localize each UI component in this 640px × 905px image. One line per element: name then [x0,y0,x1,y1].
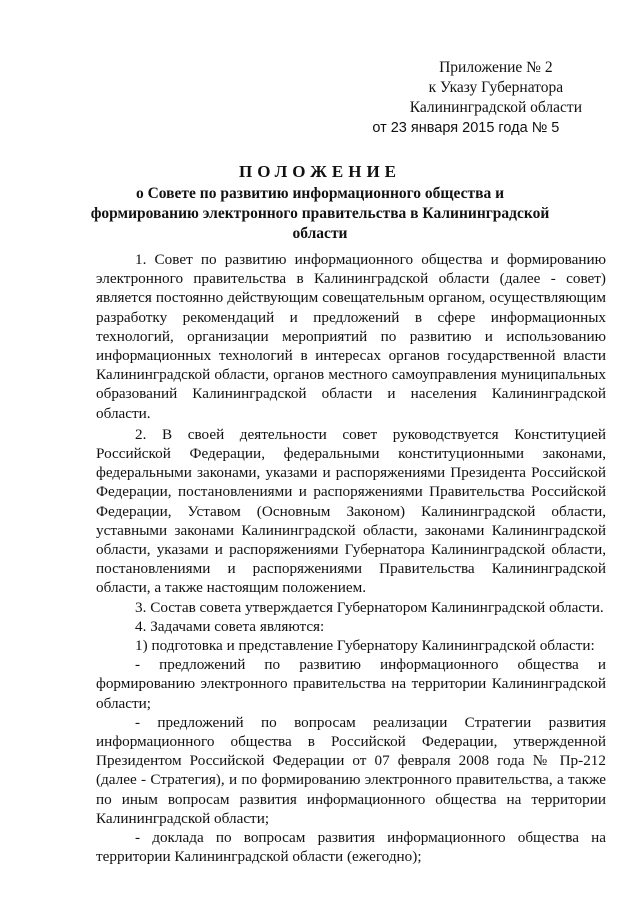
paragraph: 3. Состав совета утверждается Губернатором Калининградской области. [135,598,604,616]
appendix-header [372,58,582,138]
document-title: ПОЛОЖЕНИЕ [239,162,401,181]
paragraph: 4. Задачами совета являются: [135,617,325,635]
title-block [0,160,640,244]
appendix-date: от 23 января 2015 года № 5 [372,120,560,136]
paragraph: 1. Совет по развитию информационного общества и формированию электронного правительства в Калининградской области (далее - совет) является постоянно действующим совещательным органом, осуществляющим разработку рекомендаций и предложений в сфере информационных технологий, организации мероприятий по развитию и использованию информационных технологий в интересах органов государственной власти Калининградской области, органов местного самоуправления муниципальных образований Калининградской области и населения Калининградской области. [96,251,606,422]
paragraph: 1) подготовка и представление Губернатору Калининградской области: [135,637,595,655]
document-body [96,250,606,867]
list-item: - предложений по развитию информационного общества и формированию электронного правительства на территории Калининградской области; [96,656,606,712]
list-item: - доклада по вопросам развития информационного общества на территории Калининградской области (ежегодно); [96,829,606,866]
appendix-region: Калининградской области [409,99,582,116]
appendix-number: Приложение № 2 [439,59,553,76]
appendix-decree-ref: к Указу Губернатора [428,79,564,96]
list-item: - предложений по вопросам реализации Стратегии развития информационного общества в Российской Федерации, утвержденной Президентом Российской Федерации от 07 февраля 2008 года № Пр-212 (далее - Стратегия), и по формированию электронного правительства, а также по иным вопросам развития информационного общества на территории Калининградской области; [96,713,606,827]
paragraph: 2. В своей деятельности совет руководствуется Конституцией Российской Федерации, федеральными конституционными законами, федеральными законами, указами и распоряжениями Президента Российской Федерации, постановлениями и распоряжениями Правительства Российской Федерации, Уставом (Основным Законом) Калининградской области, уставными законами Калининградской области, законами Калининградской области, указами и распоряжениями Губернатора Калининградской области, постановлениями и распоряжениями Правительства Калининградской области, а также настоящим положением. [96,425,606,597]
document-subtitle: о Совете по развитию информационного общества и формированию электронного правительства в Калининградской области [90,185,550,242]
